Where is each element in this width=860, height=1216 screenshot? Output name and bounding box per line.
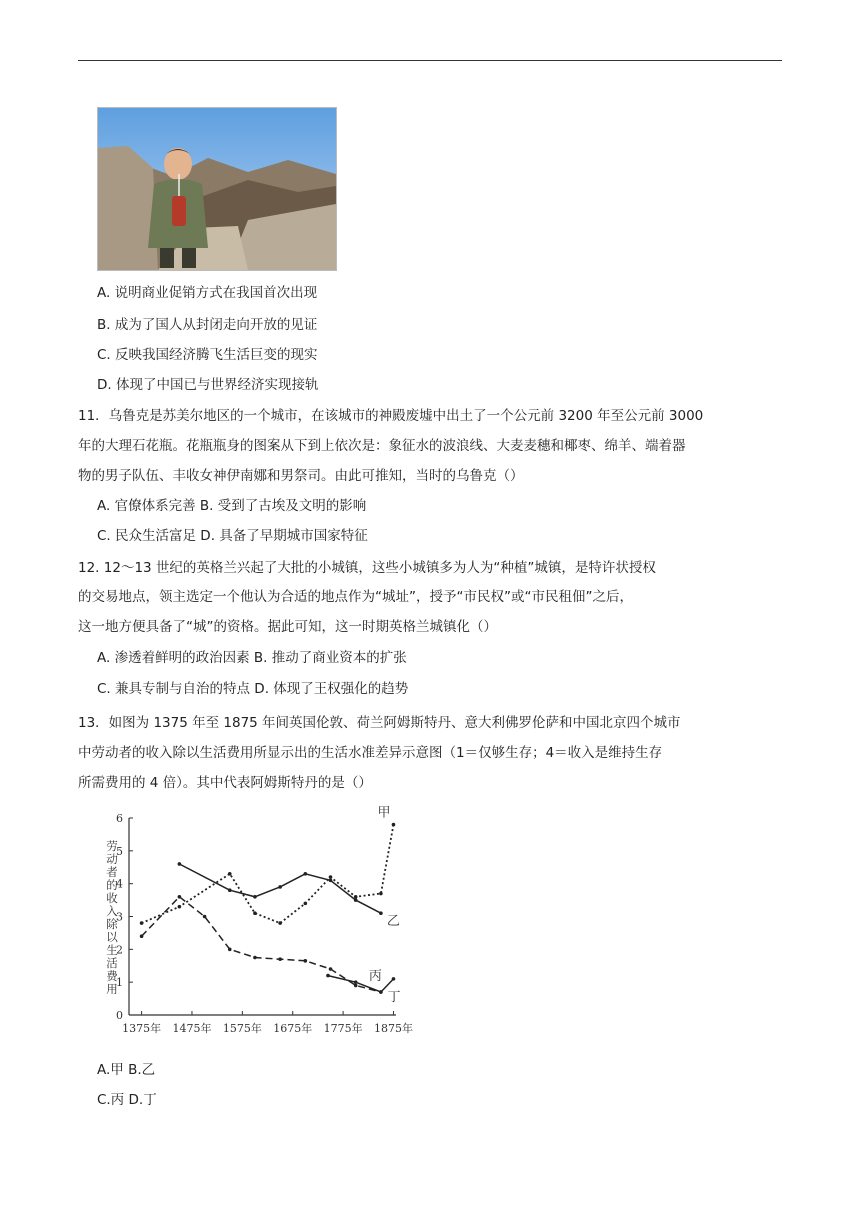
y-axis-label-char: 用 <box>106 982 118 996</box>
q10-option-b: B. 成为了国人从封闭走向开放的见证 <box>97 317 318 333</box>
data-point <box>304 959 308 963</box>
y-axis-label-char: 费 <box>106 969 118 983</box>
data-point <box>329 879 333 883</box>
data-point <box>140 934 144 938</box>
data-point <box>178 862 182 866</box>
y-tick-label: 6 <box>116 812 123 825</box>
q12-options-cd: C. 兼具专制与自治的特点 D. 体现了王权强化的趋势 <box>97 681 409 697</box>
data-point <box>228 872 232 876</box>
y-axis-label-char: 动 <box>106 852 118 866</box>
data-point <box>278 885 282 889</box>
y-tick-label: 1 <box>116 976 123 990</box>
data-point <box>278 921 282 925</box>
data-point <box>228 888 232 892</box>
data-point <box>304 872 308 876</box>
data-point <box>329 967 333 971</box>
data-point <box>178 905 182 909</box>
y-axis-label-char: 除 <box>106 917 118 931</box>
y-tick-label: 3 <box>116 910 123 924</box>
data-point <box>354 984 358 988</box>
x-tick-label: 1875年 <box>373 1022 413 1035</box>
q12-stem-line-2: 的交易地点，领主选定一个他认为合适的地点作为“城址”，授予“市民权”或“市民租佃”之后， <box>78 589 633 605</box>
x-tick-label: 1375年 <box>122 1022 162 1035</box>
data-point <box>203 915 207 919</box>
q10-option-d: D. 体现了中国已与世界经济实现接轨 <box>97 377 319 393</box>
y-axis-label-char: 活 <box>106 956 118 970</box>
series-line-4 <box>328 976 394 992</box>
q11-stem-line-3: 物的男子队伍、丰收女神伊南娜和男祭司。由此可推知，当时的乌鲁克（） <box>78 468 524 484</box>
data-point <box>253 895 257 899</box>
q13-stem-line-3: 所需费用的 4 倍）。其中代表阿姆斯特丹的是（） <box>78 775 372 791</box>
q10-option-c: C. 反映我国经济腾飞生活巨变的现实 <box>97 347 318 363</box>
q13-options-cd: C.丙 D.丁 <box>97 1092 157 1108</box>
q13-stem-line-1: 13．如图为 1375 年至 1875 年间英国伦敦、荷兰阿姆斯特丹、意大利佛罗伦萨和中国北京四个城市 <box>78 715 681 731</box>
living-standard-chart <box>98 805 413 1040</box>
series-label: 丙 <box>368 969 382 985</box>
series-line-3 <box>142 897 381 992</box>
y-axis-label-char: 的 <box>106 878 118 892</box>
data-point <box>304 902 308 906</box>
data-point <box>354 980 358 984</box>
data-point <box>253 911 257 915</box>
data-point <box>278 957 282 961</box>
data-point <box>354 898 358 902</box>
x-tick-label: 1675年 <box>273 1022 313 1035</box>
data-point <box>379 990 383 994</box>
y-axis-label-char: 劳 <box>106 839 118 853</box>
y-tick-label: 2 <box>116 943 123 957</box>
data-point <box>253 956 257 960</box>
series-label: 乙 <box>386 914 400 930</box>
header-rule <box>78 60 782 61</box>
y-axis-label-char: 者 <box>106 865 118 879</box>
series-label: 甲 <box>377 805 391 821</box>
data-point <box>329 875 333 879</box>
photo-boy-great-wall <box>97 107 337 271</box>
x-tick-label: 1775年 <box>323 1022 363 1035</box>
data-point <box>392 823 396 827</box>
y-axis-label-char: 生 <box>106 943 118 957</box>
data-point <box>178 895 182 899</box>
y-axis-label-char: 入 <box>106 904 118 918</box>
q11-options-ab: A. 官僚体系完善 B. 受到了古埃及文明的影响 <box>97 498 367 514</box>
x-tick-label: 1475年 <box>172 1022 212 1035</box>
q11-stem-line-1: 11．乌鲁克是苏美尔地区的一个城市，在该城市的神殿废墟中出土了一个公元前 3200 年至公元前 3000 <box>78 408 704 424</box>
y-axis-label-char: 收 <box>106 891 118 905</box>
data-point <box>392 977 396 981</box>
series-label: 丁 <box>387 989 401 1005</box>
q12-options-ab: A. 渗透着鲜明的政治因素 B. 推动了商业资本的扩张 <box>97 650 407 666</box>
q11-stem-line-2: 年的大理石花瓶。花瓶瓶身的图案从下到上依次是：象征水的波浪线、大麦麦穗和椰枣、绵羊、端着器 <box>78 438 686 454</box>
q12-stem-line-1: 12. 12～13 世纪的英格兰兴起了大批的小城镇，这些小城镇多为人为“种植”城镇，是特许状授权 <box>78 560 656 576</box>
data-point <box>140 921 144 925</box>
y-tick-label: 0 <box>116 1009 123 1022</box>
data-point <box>379 911 383 915</box>
data-point <box>354 895 358 899</box>
q13-options-ab: A.甲 B.乙 <box>97 1062 156 1078</box>
q13-stem-line-2: 中劳动者的收入除以生活费用所显示出的生活水准差异示意图（1＝仅够生存；4＝收入是维持生存 <box>78 745 663 761</box>
y-tick-label: 4 <box>116 877 123 891</box>
q11-options-cd: C. 民众生活富足 D. 具备了早期城市国家特征 <box>97 528 368 544</box>
x-tick-label: 1575年 <box>222 1022 262 1035</box>
y-axis-label-char: 以 <box>106 930 118 944</box>
data-point <box>326 974 330 978</box>
q10-option-a: A. 说明商业促销方式在我国首次出现 <box>97 285 318 301</box>
y-tick-label: 5 <box>116 844 123 858</box>
data-point <box>379 892 383 896</box>
data-point <box>228 948 232 952</box>
q12-stem-line-3: 这一地方便具备了“城”的资格。据此可知，这一时期英格兰城镇化（） <box>78 619 497 635</box>
